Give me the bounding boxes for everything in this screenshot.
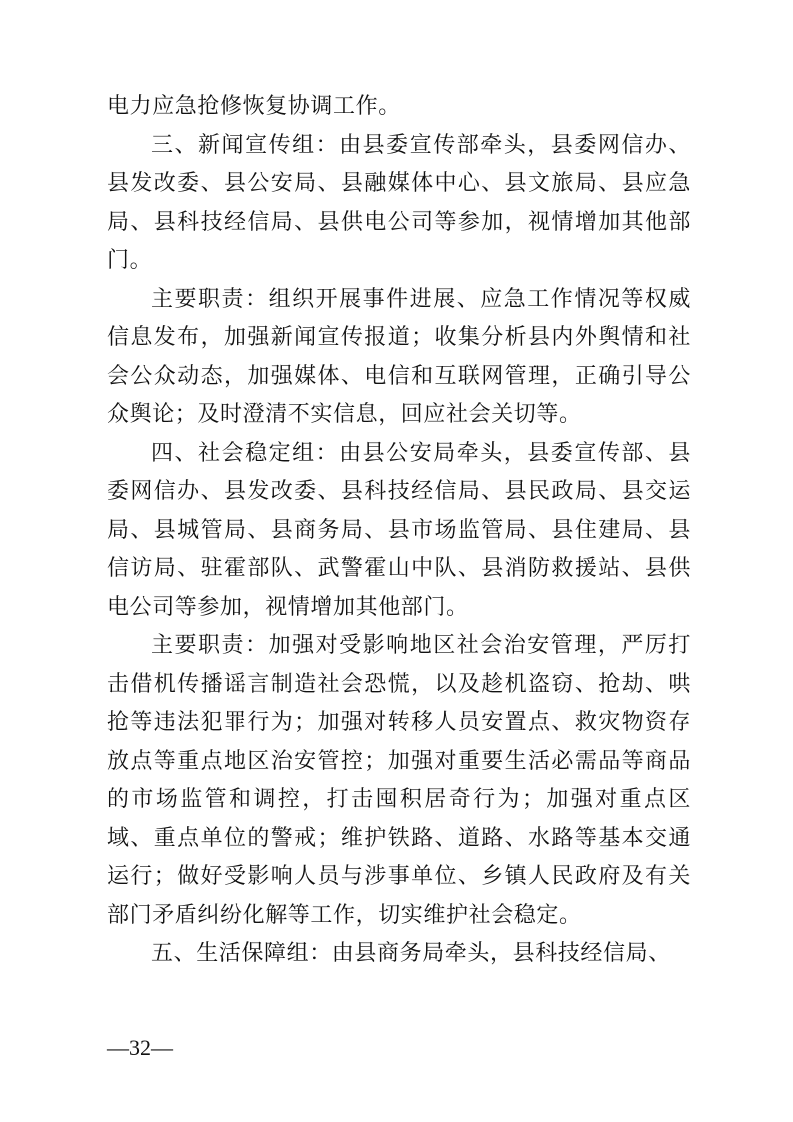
document-body: [107, 88, 691, 974]
paragraph-text: 加强对受影响地区社会治安管理，严厉打击借机传播谣言制造社会恐慌，以及趁机盗窃、抢劫、哄抢等违法犯罪行为；加强对转移人员安置点、救灾物资存放点等重点地区治安管控；加强对重要生活必需品等商品的市场监管和调控，打击囤积居奇行为；加强对重点区域、重点单位的警戒；维护铁路、道路、水路等基本交通运行；做好受影响人员与涉事单位、乡镇人民政府及有关部门矛盾纠纷化解等工作，切实维护社会稳定。: [107, 633, 691, 928]
paragraph-text: 组织开展事件进展、应急工作情况等权威信息发布，加强新闻宣传报道；收集分析县内外舆情和社会公众动态，加强媒体、电信和互联网管理，正确引导公众舆论；及时澄清不实信息，回应社会关切等。: [107, 286, 691, 427]
paragraph-living-support-group: [107, 935, 691, 974]
paragraph-stability-group-duties: [107, 627, 691, 935]
paragraph-news-group-duties: [107, 281, 691, 435]
paragraph-text: 电力应急抢修恢复协调工作。: [107, 94, 401, 119]
page-number: —32—: [107, 1035, 173, 1060]
paragraph-text: 三、新闻宣传组：由县委宣传部牵头，县委网信办、县发改委、县公安局、县融媒体中心、县文旅局、县应急局、县科技经信局、县供电公司等参加，视情增加其他部门。: [107, 132, 691, 273]
paragraph-text: 五、生活保障组：由县商务局牵头，县科技经信局、: [151, 941, 671, 966]
paragraph-news-publicity-group: [107, 127, 691, 281]
paragraph-social-stability-group: [107, 435, 691, 628]
duties-label: 主要职责：: [151, 633, 269, 658]
paragraph-continuation: [107, 88, 691, 127]
paragraph-text: 四、社会稳定组：由县公安局牵头，县委宣传部、县委网信办、县发改委、县科技经信局、县民政局、县交运局、县城管局、县商务局、县市场监管局、县住建局、县信访局、驻霍部队、武警霍山中队、县消防救援站、县供电公司等参加，视情增加其他部门。: [107, 440, 691, 620]
duties-label: 主要职责：: [151, 286, 269, 312]
